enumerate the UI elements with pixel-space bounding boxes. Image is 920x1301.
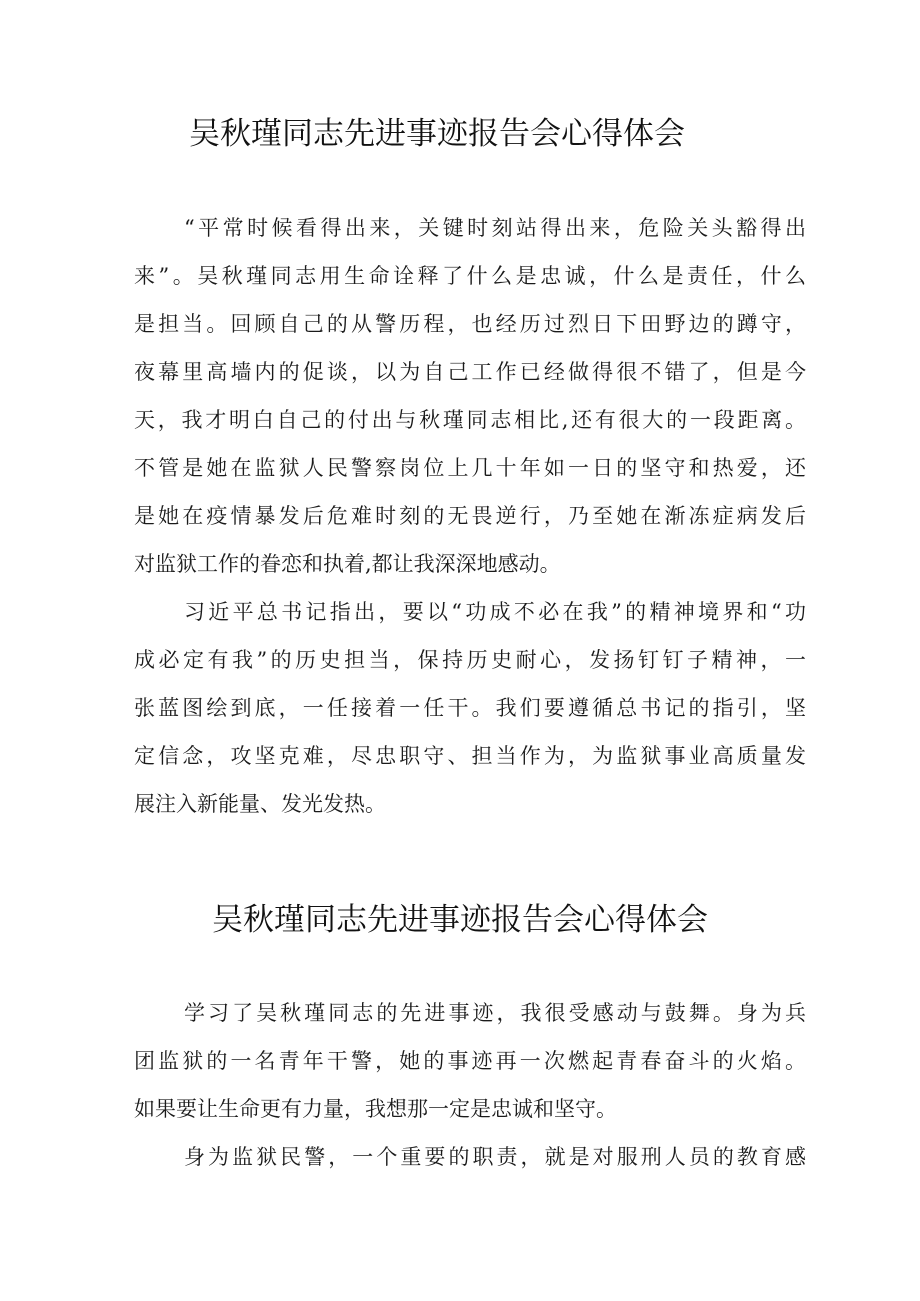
paragraph-line: 是担当。回顾自己的从警历程，也经历过烈日下田野边的蹲守，	[134, 312, 806, 336]
paragraph-line: 定信念，攻坚克难，尽忠职守、担当作为，为监狱事业高质量发	[134, 744, 806, 768]
paragraph-line: “平常时候看得出来，关键时刻站得出来，危险关头豁得出	[184, 216, 806, 240]
paragraph-line: 身为监狱民警，一个重要的职责，就是对服刑人员的教育感	[184, 1145, 806, 1169]
section-1-body	[134, 204, 806, 828]
paragraph-line: 学习了吴秋瑾同志的先进事迹，我很受感动与鼓舞。身为兵	[184, 1001, 806, 1025]
paragraph-line: 如果要让生命更有力量，我想那一定是忠诚和坚守。	[134, 1097, 617, 1121]
section-2-body	[134, 989, 806, 1181]
paragraph-line: 是她在疫情暴发后危难时刻的无畏逆行，乃至她在渐冻症病发后	[134, 504, 806, 528]
paragraph-line: 习近平总书记指出，要以“功成不必在我”的精神境界和“功	[184, 600, 806, 624]
paragraph-line: 夜幕里高墙内的促谈，以为自己工作已经做得很不错了，但是今	[134, 360, 806, 384]
section-1-title: 吴秋瑾同志先进事迹报告会心得体会	[189, 116, 685, 152]
paragraph-line: 不管是她在监狱人民警察岗位上几十年如一日的坚守和热爱，还	[134, 456, 806, 480]
paragraph-line: 成必定有我”的历史担当，保持历史耐心，发扬钉钉子精神，一	[134, 648, 806, 672]
paragraph-line: 团监狱的一名青年干警，她的事迹再一次燃起青春奋斗的火焰。	[134, 1049, 806, 1073]
section-2-title: 吴秋瑾同志先进事迹报告会心得体会	[212, 902, 708, 938]
paragraph-line: 展注入新能量、发光发热。	[134, 792, 386, 816]
paragraph-line: 天，我才明白自己的付出与秋瑾同志相比,还有很大的一段距离。	[134, 408, 806, 432]
paragraph-line: 张蓝图绘到底，一任接着一任干。我们要遵循总书记的指引，坚	[134, 696, 806, 720]
paragraph-line: 对监狱工作的眷恋和执着,都让我深深地感动。	[134, 552, 561, 576]
paragraph-line: 来”。吴秋瑾同志用生命诠释了什么是忠诚，什么是责任，什么	[134, 264, 806, 288]
